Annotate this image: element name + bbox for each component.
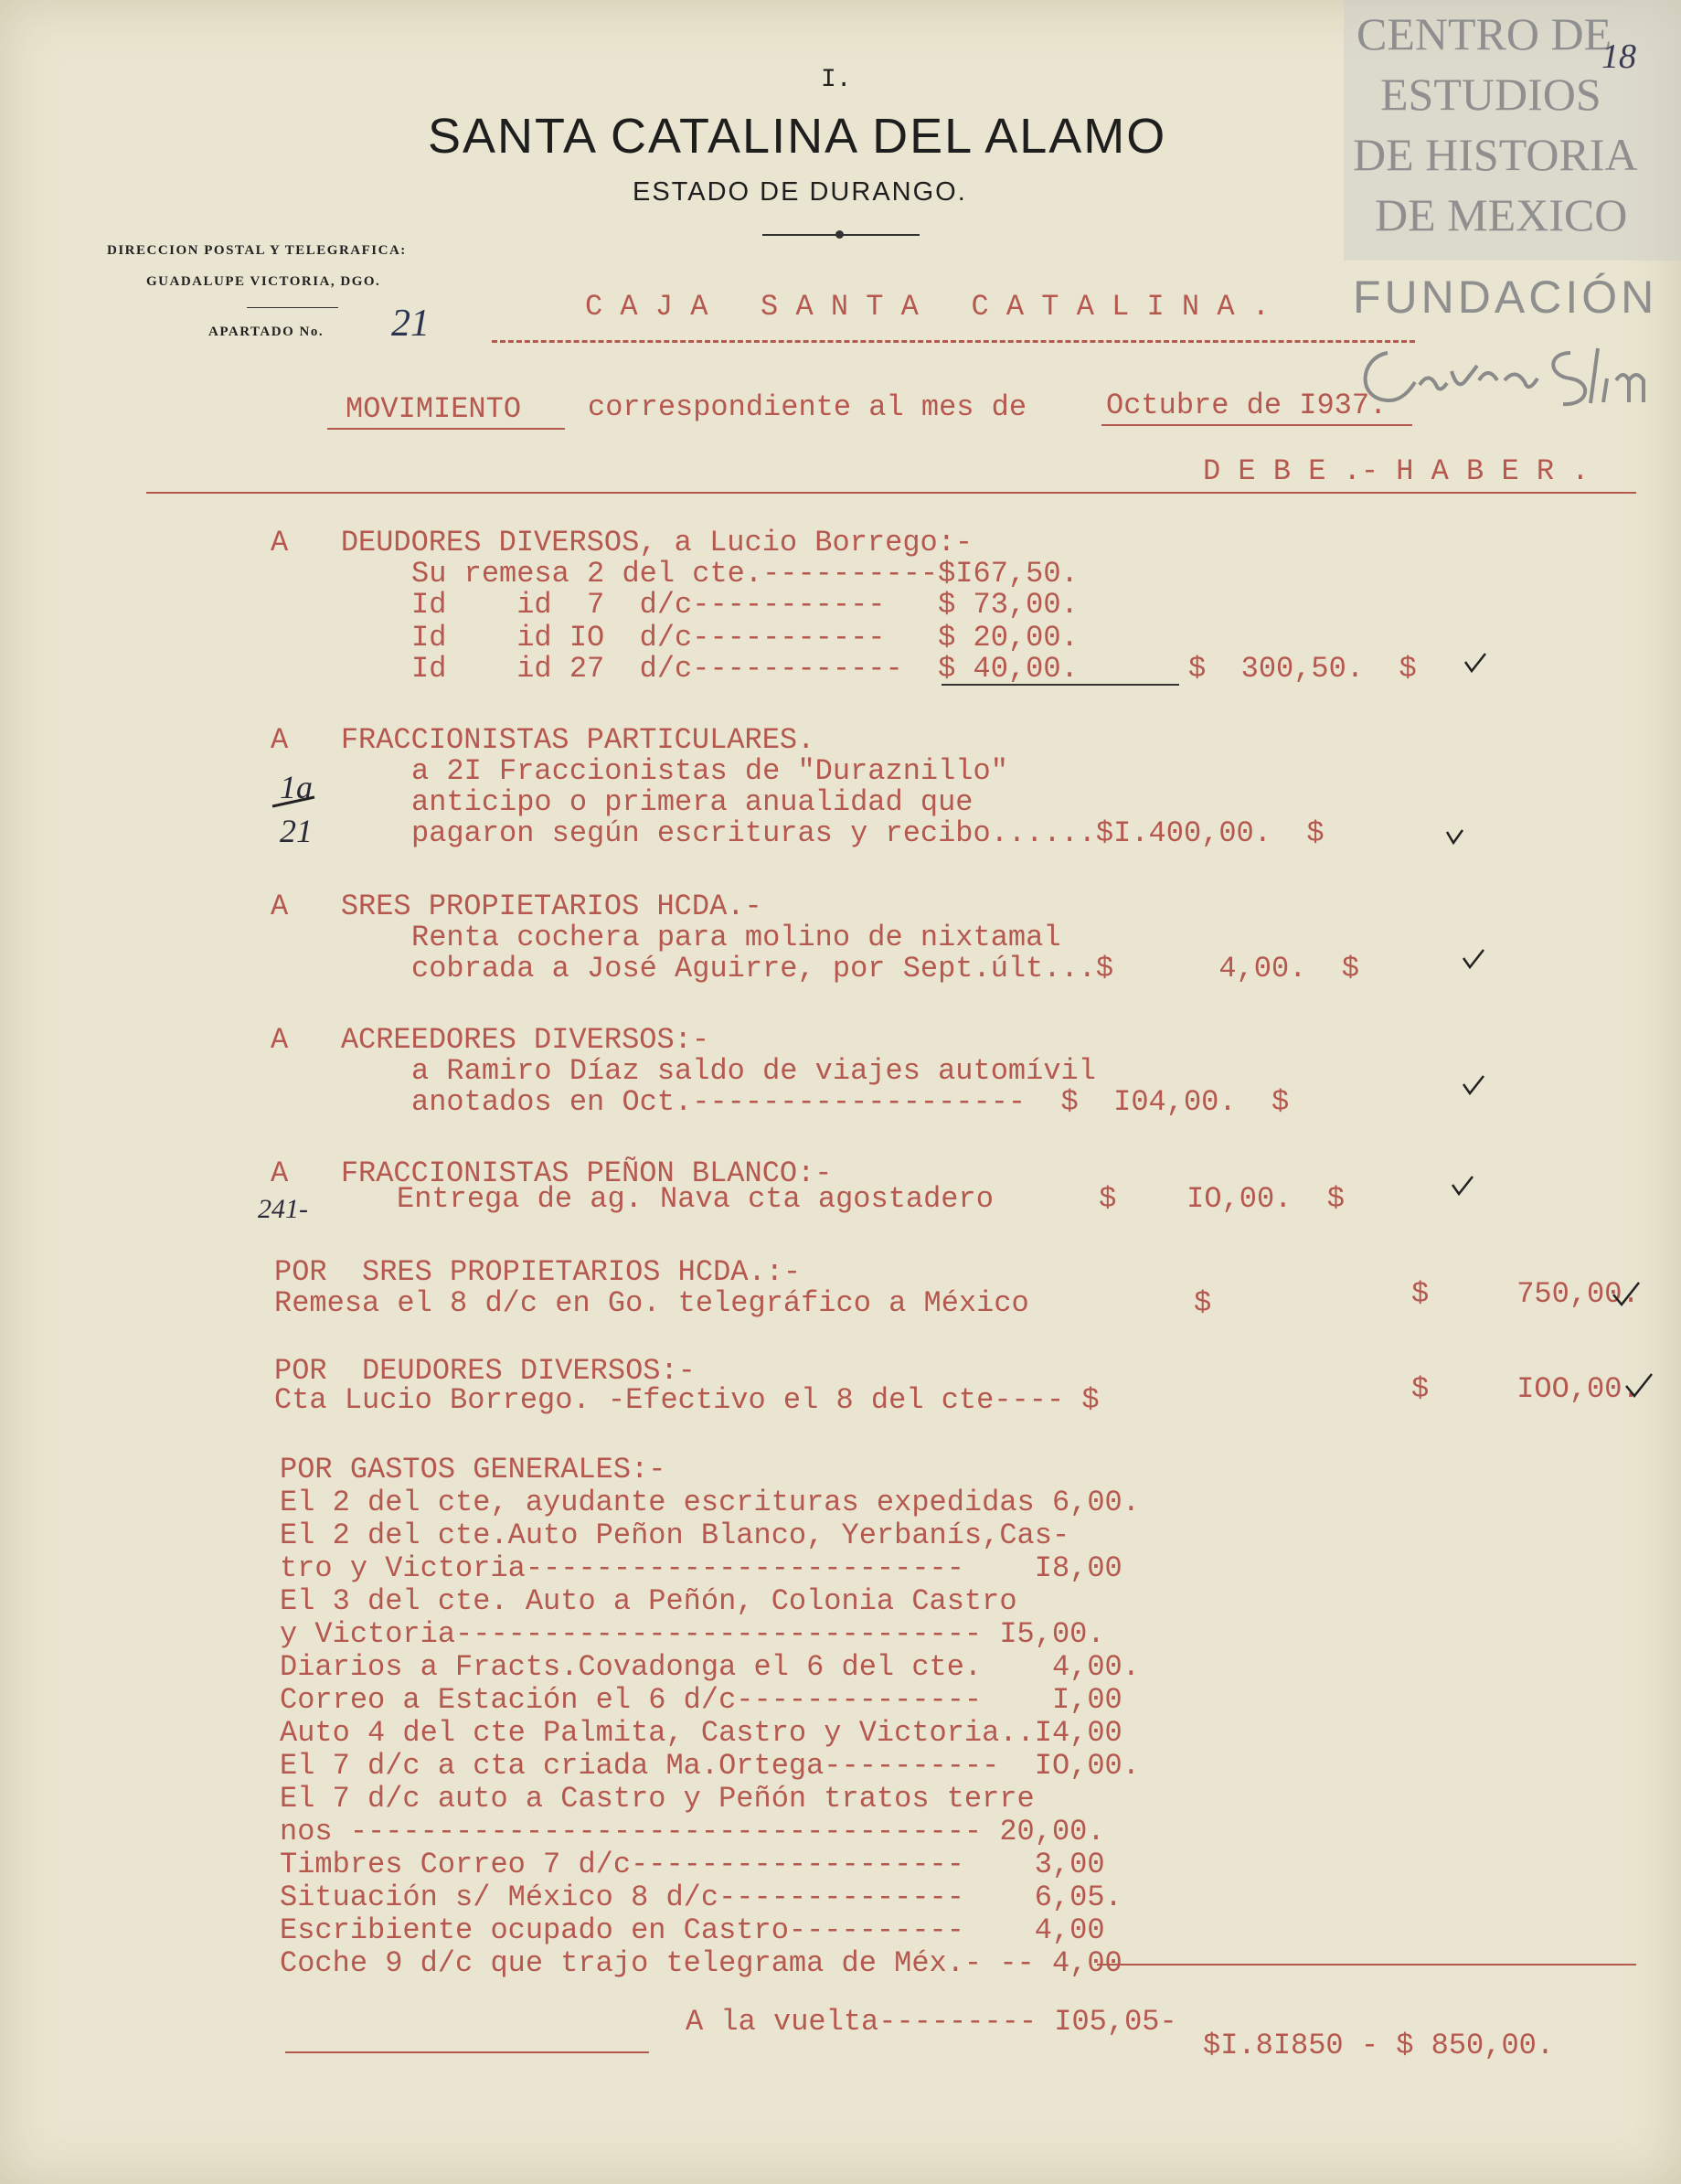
handwritten-note: 1a — [280, 769, 313, 805]
expense-line: y Victoria------------------------------ I5,00. — [280, 1617, 1105, 1651]
expense-line: nos ------------------------------------ 20,00. — [280, 1815, 1105, 1848]
watermark-signature — [1351, 335, 1671, 417]
watermark-signature-text: Carlos Slim — [1351, 335, 1356, 336]
letterhead-ornament — [835, 230, 844, 239]
check-mark-icon — [1461, 1073, 1486, 1097]
check-mark-icon — [1623, 1371, 1654, 1399]
watermark-line: CENTRO DE — [1357, 8, 1612, 59]
entry-heading: A DEUDORES DIVERSOS, a Lucio Borrego:- — [271, 526, 973, 559]
letterhead-subtitle: ESTADO DE DURANGO. — [633, 177, 967, 207]
expense-line: Situación s/ México 8 d/c-------------- 6,05. — [280, 1880, 1122, 1914]
entry-line: Id id 27 d/c------------ $ 40,00. — [411, 652, 1079, 686]
watermark-line: DE HISTORIA — [1353, 129, 1638, 180]
postal-city: GUADALUPE VICTORIA, DGO. — [146, 274, 381, 289]
handwritten-note: 21 — [280, 813, 313, 849]
expense-line: El 7 d/c a cta criada Ma.Ortega---------- IO,00. — [280, 1749, 1140, 1783]
handwritten-note: 241- — [258, 1194, 308, 1224]
postal-rule — [247, 307, 338, 308]
month-underline — [1101, 424, 1412, 426]
page-number: I. — [821, 66, 852, 94]
entry-line: Entrega de ag. Nava cta agostadero $ IO,00. $ — [397, 1182, 1345, 1216]
entry-heading: A FRACCIONISTAS PARTICULARES. — [271, 723, 815, 757]
entry-line: anticipo o primera anualidad que — [411, 785, 973, 819]
fraction-bar — [271, 794, 316, 812]
entry-haber: $ 750,00. — [1411, 1277, 1640, 1311]
entry-line: anotados en Oct.------------------- $ I04,00. $ — [411, 1085, 1290, 1119]
entry-heading: POR SRES PROPIETARIOS HCDA.:- — [274, 1255, 802, 1289]
column-headings: D E B E .- H A B E R . — [1203, 454, 1590, 488]
expense-line: El 2 del cte, ayudante escrituras expedidas 6,00. — [280, 1486, 1140, 1519]
entry-heading: POR DEUDORES DIVERSOS:- — [274, 1354, 696, 1388]
entry-heading: A FRACCIONISTAS PEÑON BLANCO:- — [271, 1156, 833, 1190]
check-mark-icon — [1450, 1174, 1475, 1198]
entry-line: Id id IO d/c----------- $ 20,00. — [411, 621, 1079, 655]
expense-line: El 7 d/c auto a Castro y Peñón tratos terre — [280, 1782, 1035, 1816]
expense-line: tro y Victoria------------------------- I8,00 — [280, 1551, 1122, 1585]
expense-line: Correo a Estación el 6 d/c-------------- I,00 — [280, 1683, 1122, 1717]
apartado-label: APARTADO No. — [208, 325, 324, 339]
movimiento-underline — [327, 428, 565, 430]
expense-line: Coche 9 d/c que trajo telegrama de Méx.- -- 4,00 — [280, 1946, 1122, 1980]
entry-line: cobrada a José Aguirre, por Sept.últ...$ 4,00. $ — [411, 952, 1359, 985]
watermark-line: FUNDACIÓN — [1353, 272, 1658, 323]
caja-heading: C A J A S A N T A C A T A L I N A . — [585, 290, 1270, 324]
expense-line: Escribiente ocupado en Castro---------- 4,00 — [280, 1913, 1105, 1947]
movimiento-label: MOVIMIENTO — [346, 392, 522, 426]
footer-rule — [285, 2051, 649, 2053]
carry-forward: A la vuelta--------- I05,05- — [686, 2005, 1177, 2039]
entry-line: Renta cochera para molino de nixtamal — [411, 921, 1061, 954]
entry-line: Su remesa 2 del cte.----------$I67,50. — [411, 557, 1079, 591]
expense-line: Diarios a Fracts.Covadonga el 6 del cte. 4,00. — [280, 1650, 1140, 1684]
movimiento-text: correspondiente al mes de — [588, 390, 1027, 424]
caja-underline — [492, 340, 1415, 343]
entry-haber: $ IOO,00. — [1411, 1372, 1640, 1406]
check-mark-icon — [1463, 651, 1488, 675]
entry-debe: $ 300,50. $ — [1188, 652, 1417, 686]
expense-line: El 2 del cte.Auto Peñon Blanco, Yerbanís,Cas- — [280, 1518, 1070, 1552]
entry-line: a 2I Fraccionistas de "Duraznillo" — [411, 754, 1008, 788]
check-mark-icon — [1611, 1280, 1642, 1307]
page-mark: 18 — [1601, 37, 1636, 76]
header-divider — [146, 492, 1636, 494]
watermark-line: ESTUDIOS — [1380, 69, 1601, 120]
entry-line: Remesa el 8 d/c en Go. telegráfico a México — [274, 1286, 1029, 1320]
entry-line: a Ramiro Díaz saldo de viajes automívil — [411, 1054, 1096, 1088]
expense-line: Timbres Correo 7 d/c------------------- 3,00 — [280, 1848, 1105, 1881]
month-value: Octubre de I937. — [1106, 389, 1388, 422]
entry-line: Cta Lucio Borrego. -Efectivo el 8 del cte---- $ — [274, 1383, 1100, 1417]
total-rule — [1097, 1964, 1636, 1966]
entry-debe: $ — [1194, 1286, 1212, 1320]
apartado-value: 21 — [391, 303, 430, 345]
totals-line: $I.8I850 - $ 850,00. — [1203, 2029, 1555, 2062]
check-mark-icon — [1461, 947, 1486, 971]
entry-line: Id id 7 d/c----------- $ 73,00. — [411, 588, 1079, 622]
entry-heading: A SRES PROPIETARIOS HCDA.- — [271, 890, 762, 923]
entry-line: pagaron según escrituras y recibo......$I.400,00. $ — [411, 816, 1325, 850]
expense-line: Auto 4 del cte Palmita, Castro y Victoria..I4,00 — [280, 1716, 1122, 1750]
entry-heading: A ACREEDORES DIVERSOS:- — [271, 1023, 710, 1057]
postal-label: DIRECCION POSTAL Y TELEGRAFICA: — [107, 243, 407, 258]
watermark-line: DE MEXICO — [1375, 189, 1628, 240]
letterhead-title: SANTA CATALINA DEL ALAMO — [428, 109, 1167, 164]
expense-line: El 3 del cte. Auto a Peñón, Colonia Castro — [280, 1584, 1017, 1618]
entry-heading: POR GASTOS GENERALES:- — [280, 1453, 666, 1486]
check-mark-icon — [1444, 826, 1466, 847]
subtotal-rule — [942, 684, 1179, 686]
